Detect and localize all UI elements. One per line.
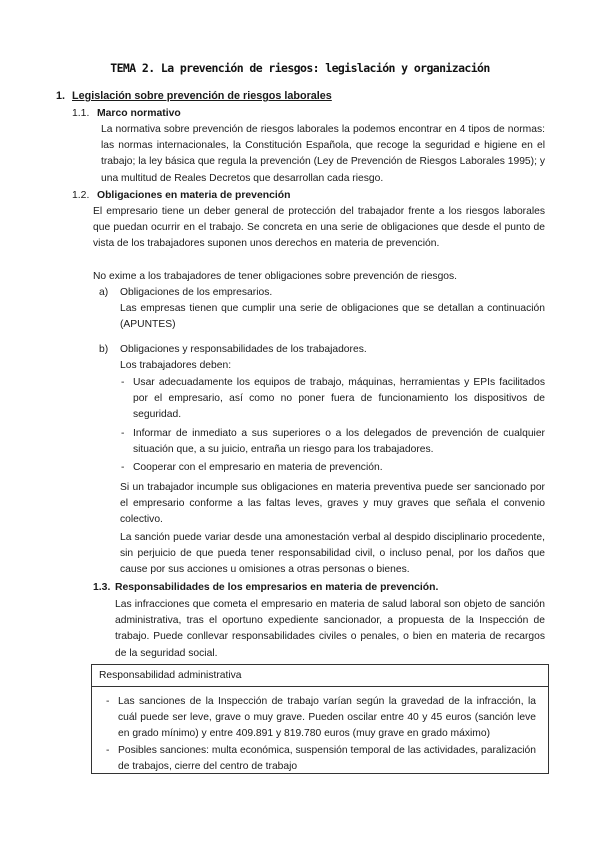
section-1-2-heading-text: Obligaciones en materia de prevención: [97, 190, 291, 201]
subsection-a-title-text: Obligaciones de los empresarios.: [120, 287, 273, 298]
administrative-responsibility-box: [91, 664, 549, 774]
section-1-3-number: 1.3.: [93, 582, 111, 593]
section-1-number: 1.: [56, 90, 66, 102]
sanction-paragraph-1: Si un trabajador incumple sus obligaciones en materia preventiva puede ser sancionado por el empresario conforme a las faltas leves, graves y muy graves que señala el convenio colectivo.: [120, 482, 545, 526]
list-item: - Informar de inmediato a sus superiores o a los delegados de prevención de cualquier situación que, a su juicio, entraña un riesgo para los trabajadores.: [121, 426, 545, 458]
list-item: - Cooperar con el empresario en materia de prevención.: [121, 460, 545, 476]
subsection-a-label: a): [99, 287, 109, 298]
section-1-3-heading: [93, 580, 438, 596]
section-1-2-note: No exime a los trabajadores de tener obligaciones sobre prevención de riesgos.: [93, 271, 458, 282]
worker-duties-list: [121, 375, 545, 476]
section-1-1-paragraph: La normativa sobre prevención de riesgos laborales la podemos encontrar en 4 tipos de normas: las normas internacionales, la Constitución Española, que recoge la seguridad e higiene en el trabajo; la ley básica que regula la prevención (Ley de Prevención de Riesgos Laborales 1995); y una multitud de Reales Decretos que desarrollan cada riesgo.: [101, 124, 545, 184]
section-1-1-number: 1.1.: [72, 108, 90, 119]
list-item: - Las sanciones de la Inspección de trabajo varían según la gravedad de la infracción, la cuál puede ser leve, grave o muy grave. Pueden oscilar entre 40 y 45 euros (sanción leve en grado mínimo) y entre 409.891 y 819.780 euros (muy grave en grado máximo): [106, 694, 536, 743]
subsection-b-label: b): [99, 344, 109, 355]
subsection-b-title: [99, 342, 367, 358]
section-1-2-paragraph: El empresario tiene un deber general de protección del trabajador frente a los riesgos laborales que puedan ocurrir en el trabajo. Se concreta en una serie de obligaciones que desde el punto de vista de los trabajadores suponen unos derechos en materia de prevención.: [93, 206, 545, 250]
section-1-heading-text: Legislación sobre prevención de riesgos laborales: [72, 90, 332, 102]
sanction-paragraph-2: La sanción puede variar desde una amonestación verbal al despido disciplinario procedente, sin perjuicio de que pueda tener responsabilidad civil, o incluso penal, por los daños que cause por sus acciones u omisiones a otras personas o bienes.: [120, 532, 545, 576]
subsection-a-paragraph: Las empresas tienen que cumplir una serie de obligaciones que se detallan a continuación (APUNTES): [120, 303, 545, 331]
section-1-2-heading: [72, 188, 290, 204]
section-1-3-heading-text: Responsabilidades de los empresarios en materia de prevención.: [115, 582, 439, 593]
list-item: - Posibles sanciones: multa económica, suspensión temporal de las actividades, paralización de trabajos, cierre del centro de trabajo: [106, 743, 536, 775]
document-title: TEMA 2. La prevención de riesgos: legislación y organización: [110, 61, 490, 75]
section-1-heading: [56, 88, 332, 104]
list-item: - Usar adecuadamente los equipos de trabajo, máquinas, herramientas y EPIs facilitados por el empresario, así como no poner fuera de funcionamiento los dispositivos de seguridad.: [121, 375, 545, 424]
subsection-a-title: [99, 285, 272, 301]
box-heading: Responsabilidad administrativa: [92, 665, 548, 687]
section-1-3-paragraph: Las infracciones que cometa el empresario en materia de salud laboral son objeto de sanción administrativa, tras el oportuno expediente sancionador, a propuesta de la Inspección de trabajo. Puede conllevar responsabilidades civiles o penales, o bien en materia de recargos de la seguridad social.: [115, 599, 545, 659]
section-1-2-number: 1.2.: [72, 190, 90, 201]
box-list: [106, 694, 536, 775]
subsection-b-intro: Los trabajadores deben:: [120, 360, 232, 371]
subsection-b-title-text: Obligaciones y responsabilidades de los trabajadores.: [120, 344, 367, 355]
section-1-1-heading: [72, 106, 181, 122]
section-1-1-heading-text: Marco normativo: [97, 108, 181, 119]
